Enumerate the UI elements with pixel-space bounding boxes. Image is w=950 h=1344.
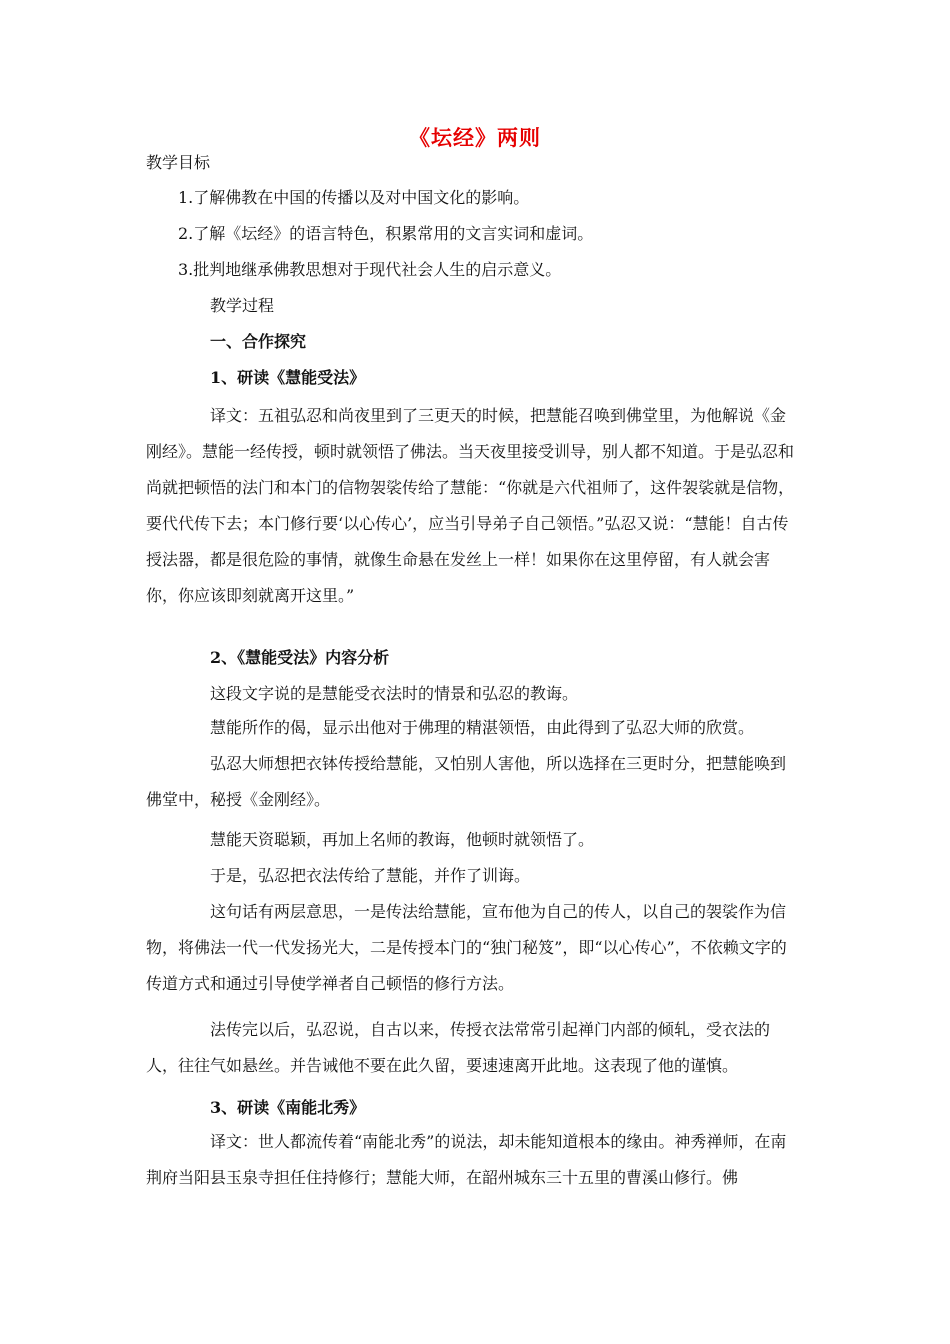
goals-heading: 教学目标 [146,153,211,172]
sub2-paragraph-3: 弘忍大师想把衣钵传授给慧能，又怕别人害他，所以选择在三更时分，把慧能唤到佛堂中，秘授《金刚经》。 [146,754,787,809]
sub1-heading: 1、研读《慧能受法》 [210,368,366,387]
sub3-paragraph: 译文：世人都流传着“南能北秀”的说法，却未能知道根本的缘由。神秀禅师，在南荆府当阳县玉泉寺担任住持修行；慧能大师，在韶州城东三十五里的曹溪山修行。佛 [146,1132,787,1187]
sub2-heading: 2、《慧能受法》内容分析 [210,648,390,667]
sub1-paragraph: 译文：五祖弘忍和尚夜里到了三更天的时候，把慧能召唤到佛堂里，为他解说《金刚经》。慧能一经传授，顿时就领悟了佛法。当天夜里接受训导，别人都不知道。于是弘忍和尚就把顿悟的法门和本门的信物袈裟传给了慧能：“你就是六代祖师了，这件袈裟就是信物，要代代传下去；本门修行要‘以心传心’，应当引导弟子自己领悟。”弘忍又说：“慧能！自古传授法器，都是很危险的事情，就像生命悬在发丝上一样！如果你在这里停留，有人就会害你，你应该即刻就离开这里。” [146,406,795,605]
goal-item-3: 3.批判地继承佛教思想对于现代社会人生的启示意义。 [178,260,562,279]
sub2-paragraph-7: 法传完以后，弘忍说，自古以来，传授衣法常常引起禅门内部的倾轧，受衣法的人，往往气如悬丝。并告诫他不要在此久留，要速速离开此地。这表现了他的谨慎。 [146,1020,771,1075]
sub2-paragraph-4: 慧能天资聪颖，再加上名师的教诲，他顿时就领悟了。 [210,830,595,849]
sub3-heading: 3、研读《南能北秀》 [210,1098,366,1117]
document-title: 《坛经》两则 [409,125,541,150]
process-heading: 教学过程 [210,296,275,315]
sub2-paragraph-2: 慧能所作的偈，显示出他对于佛理的精湛领悟，由此得到了弘忍大师的欣赏。 [210,718,755,737]
goal-item-2: 2.了解《坛经》的语言特色，积累常用的文言实词和虚词。 [178,224,594,243]
sub2-paragraph-5: 于是，弘忍把衣法传给了慧能，并作了训诲。 [210,866,531,885]
goal-item-1: 1.了解佛教在中国的传播以及对中国文化的影响。 [178,188,530,207]
sub2-paragraph-1: 这段文字说的是慧能受衣法时的情景和弘忍的教诲。 [210,684,579,703]
section1-heading: 一、合作探究 [210,332,307,351]
sub2-paragraph-6: 这句话有两层意思，一是传法给慧能，宣布他为自己的传人，以自己的袈裟作为信物，将佛法一代一代发扬光大，二是传授本门的“独门秘笈”，即“以心传心”，不依赖文字的传道方式和通过引导使学禅者自己顿悟的修行方法。 [146,902,787,993]
